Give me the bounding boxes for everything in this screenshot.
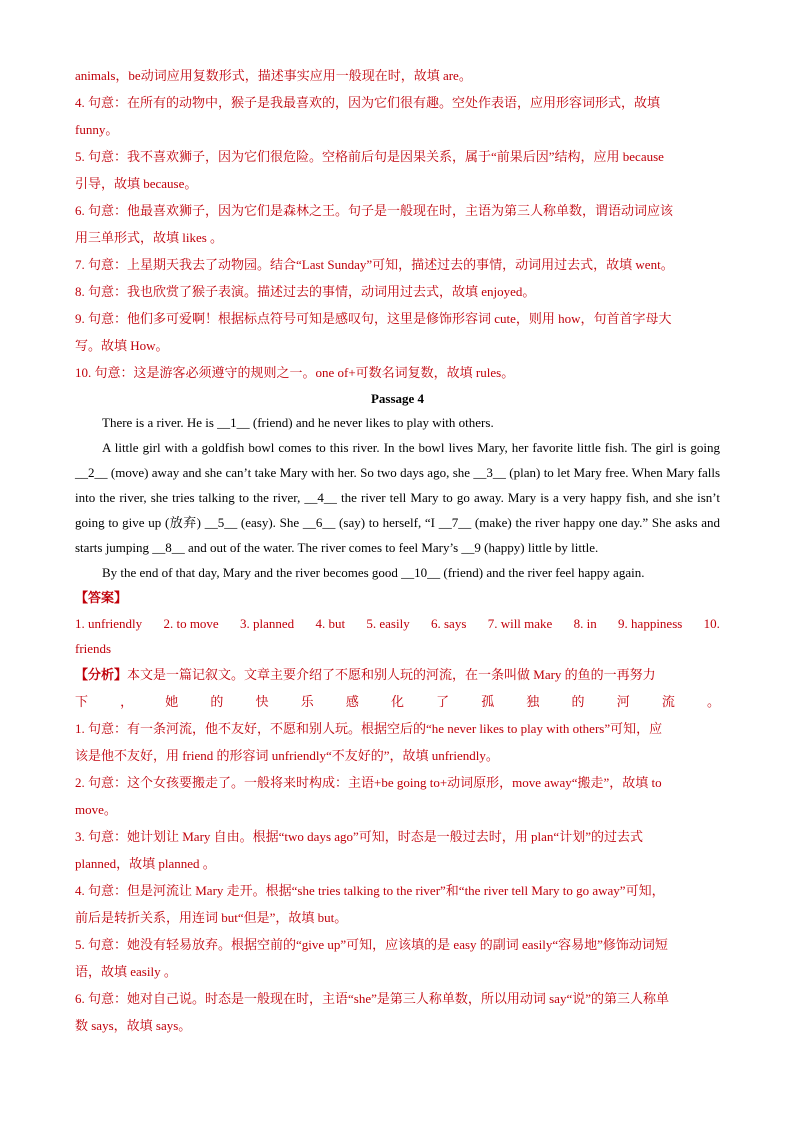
analysis-char: 独 bbox=[526, 694, 540, 709]
note-line: 7. 句意：上星期天我去了动物园。结合“Last Sunday”可知，描述过去的事情，动词用过去式，故填 went。 bbox=[75, 257, 674, 272]
answer-item: 7. will make bbox=[487, 616, 553, 631]
document-page bbox=[75, 62, 720, 1039]
note-line: 10. 句意：这是游客必须遵守的规则之一。one of+可数名词复数，故填 rules。 bbox=[75, 365, 515, 380]
explanation-line: planned，故填 planned 。 bbox=[75, 856, 216, 871]
note-line: 6. 句意：他最喜欢狮子，因为它们是森林之王。句子是一般现在时，主语为第三人称单数，谓语动词应该 bbox=[75, 203, 674, 218]
answer-item: 10. bbox=[703, 616, 720, 631]
analysis-char: 的 bbox=[571, 694, 585, 709]
analysis-char: 化 bbox=[390, 694, 404, 709]
analysis-char: 河 bbox=[616, 694, 630, 709]
analysis-char: 快 bbox=[255, 694, 269, 709]
explanation-line: 3. 句意：她计划让 Mary 自由。根据“two days ago”可知，时态是一般过去时，用 plan“计划”的过去式 bbox=[75, 829, 643, 844]
note-line: 引导，故填 because。 bbox=[75, 176, 198, 191]
analysis-text: 本文是一篇记叙文。文章主要介绍了不愿和别人玩的河流，在一条叫做 Mary 的鱼的一再努力 bbox=[127, 667, 656, 682]
analysis-label: 【分析】 bbox=[75, 667, 128, 682]
note-line: 写。故填 How。 bbox=[75, 338, 169, 353]
explanation-line: 6. 句意：她对自己说。时态是一般现在时，主语“she”是第三人称单数，所以用动词 say“说”的第三人称单 bbox=[75, 991, 669, 1006]
analysis-char: 的 bbox=[210, 694, 224, 709]
note-line: 5. 句意：我不喜欢狮子，因为它们很危险。空格前后句是因果关系，属于“前果后因”结构，应用 because bbox=[75, 149, 664, 164]
passage-body bbox=[75, 410, 720, 585]
passage-paragraph: A little girl with a goldfish bowl comes to this river. In the bowl lives Mary, her favorite little fish. The girl is going __2__ (move) away and she can’t take Mary with her. So two days ago, she __3__ (plan) to let Mary free. When Mary falls into the river, she tries talking to the river, __4__ the river tell Mary to go away. Mary is a very happy fish, and she isn’t going to give up (放弃) __5__ (easy). She __6__ (say) to herself, “I __7__ (make) the river happy one day.” She asks and starts jumping __8__ and out of the water. The river comes to feel Mary’s __9 (happy) little by little. bbox=[75, 440, 720, 555]
answer-item: 9. happiness bbox=[618, 616, 683, 631]
note-line: 8. 句意：我也欣赏了猴子表演。描述过去的事情，动词用过去式，故填 enjoyed。 bbox=[75, 284, 536, 299]
answer-item: 6. says bbox=[431, 616, 467, 631]
explanation-line: 4. 句意：但是河流让 Mary 走开。根据“she tries talking to the river”和“the river tell Mary to go away”可知， bbox=[75, 883, 665, 898]
answer-item: 4. but bbox=[315, 616, 346, 631]
top-notes bbox=[75, 62, 720, 386]
analysis-char: 流 bbox=[661, 694, 675, 709]
analysis-line bbox=[75, 661, 720, 688]
explanation-line: move。 bbox=[75, 802, 117, 817]
analysis-char: 了 bbox=[436, 694, 450, 709]
explanation-line: 5. 句意：她没有轻易放弃。根据空前的“give up”可知，应该填的是 easy 的副词 easily“容易地”修饰动词短 bbox=[75, 937, 668, 952]
analysis-char: ， bbox=[120, 694, 134, 709]
answers-row bbox=[75, 611, 720, 636]
explanation-line: 前后是转折关系，用连词 but“但是”，故填 but。 bbox=[75, 910, 348, 925]
answer-item: 3. planned bbox=[240, 616, 295, 631]
note-line: funny。 bbox=[75, 122, 119, 137]
analysis-char: 下 bbox=[75, 694, 89, 709]
answer-item: 8. in bbox=[573, 616, 597, 631]
explanation-line: 1. 句意：有一条河流，他不友好，不愿和别人玩。根据空后的“he never likes to play with others”可知，应 bbox=[75, 721, 663, 736]
answer-item: 1. unfriendly bbox=[75, 616, 143, 631]
explanations bbox=[75, 715, 720, 1039]
analysis-char: 。 bbox=[706, 694, 720, 709]
analysis-line-spread bbox=[75, 688, 720, 715]
explanation-line: 2. 句意：这个女孩要搬走了。一般将来时构成：主语+be going to+动词原形，move away“搬走”，故填 to bbox=[75, 775, 662, 790]
analysis-char: 孤 bbox=[481, 694, 495, 709]
answer-wrap: friends bbox=[75, 641, 112, 656]
explanation-line: 该是他不友好，用 friend 的形容词 unfriendly“不友好的”，故填 unfriendly。 bbox=[75, 748, 499, 763]
passage-paragraph: By the end of that day, Mary and the river becomes good __10__ (friend) and the river feel happy again. bbox=[102, 565, 645, 580]
explanation-line: 数 says，故填 says。 bbox=[75, 1018, 192, 1033]
analysis-char: 她 bbox=[165, 694, 179, 709]
passage-paragraph: There is a river. He is __1__ (friend) and he never likes to play with others. bbox=[102, 415, 494, 430]
note-line: 9. 句意：他们多可爱啊！根据标点符号可知是感叹句，这里是修饰形容词 cute，则用 how，句首首字母大 bbox=[75, 311, 672, 326]
explanation-line: 语，故填 easily 。 bbox=[75, 964, 177, 979]
analysis-char: 乐 bbox=[300, 694, 314, 709]
analysis-char: 感 bbox=[345, 694, 359, 709]
answer-item: 2. to move bbox=[163, 616, 219, 631]
answer-label: 【答案】 bbox=[75, 590, 128, 605]
note-line: 用三单形式，故填 likes 。 bbox=[75, 230, 224, 245]
note-line: 4. 句意：在所有的动物中，猴子是我最喜欢的，因为它们很有趣。空处作表语，应用形容词形式，故填 bbox=[75, 95, 661, 110]
passage-title: Passage 4 bbox=[370, 391, 425, 406]
note-line: animals，be动词应用复数形式，描述事实应用一般现在时，故填 are。 bbox=[75, 68, 472, 83]
answer-item: 5. easily bbox=[366, 616, 410, 631]
